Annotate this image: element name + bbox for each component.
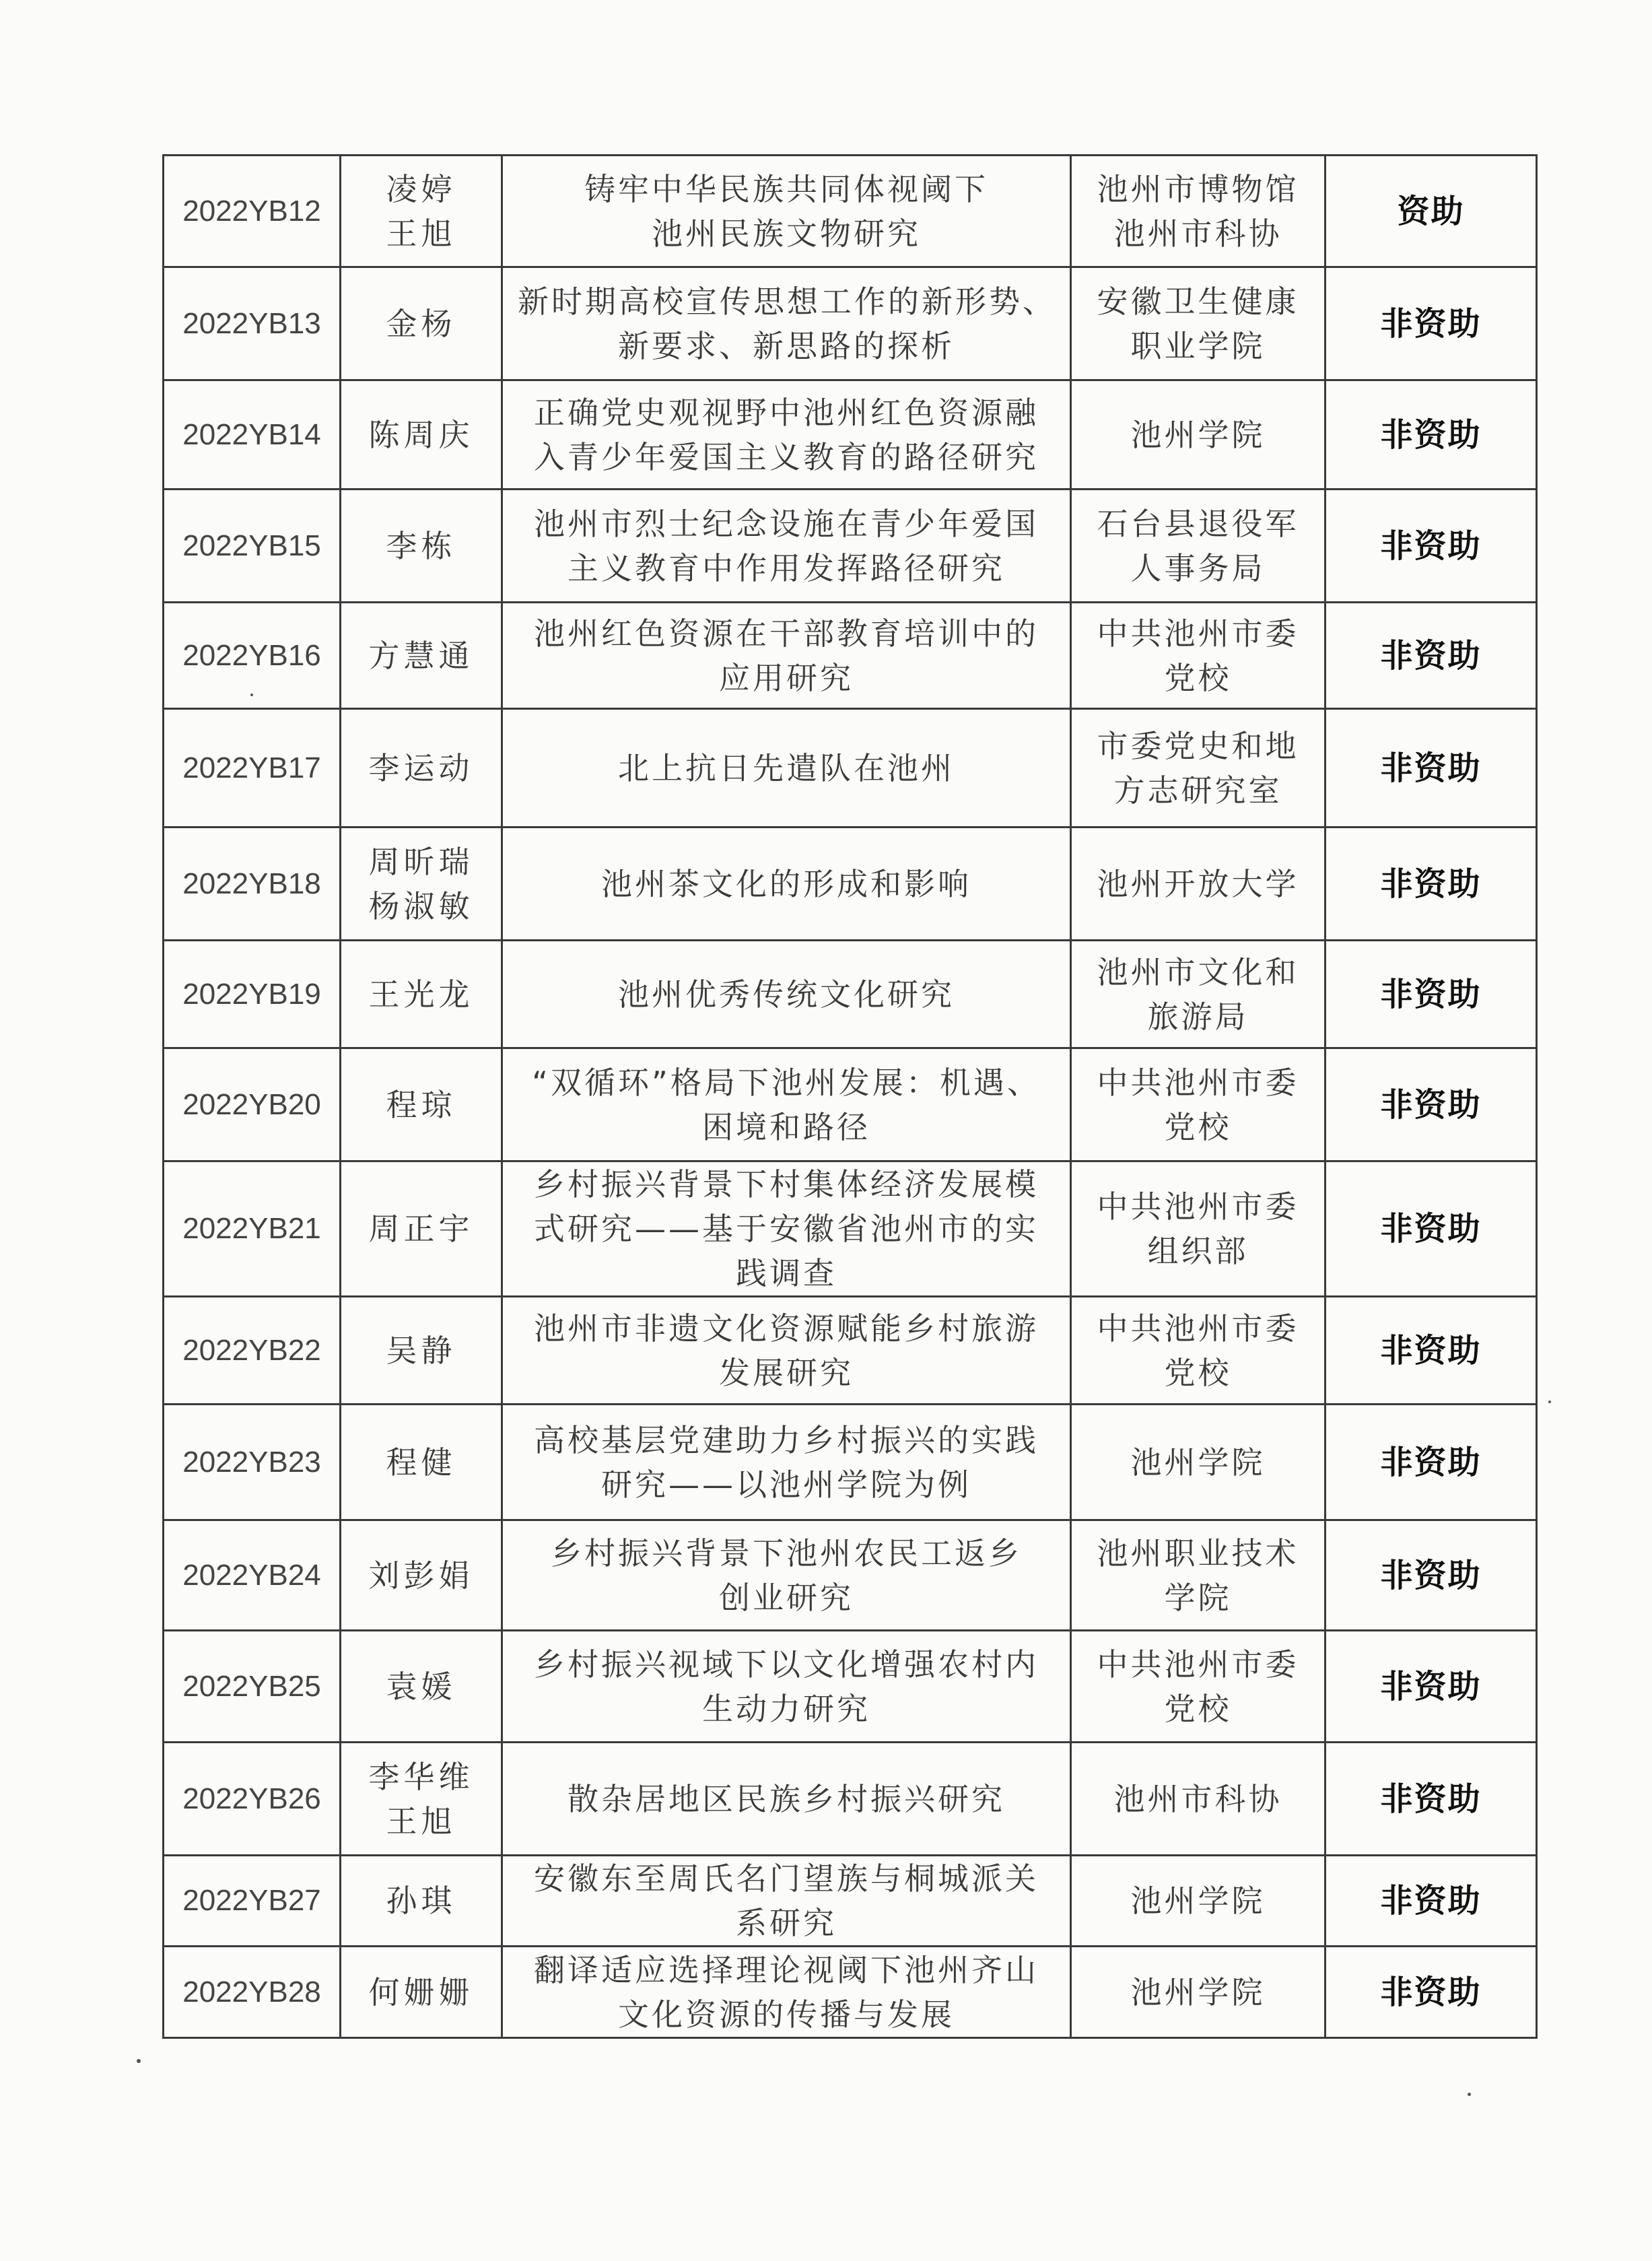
project-title-line: 池州市非遗文化资源赋能乡村旅游 (534, 1310, 1039, 1347)
applicant-names (341, 1405, 502, 1520)
table-row (164, 156, 1537, 267)
applicant-names (341, 709, 502, 828)
work-unit (1071, 1856, 1326, 1947)
work-unit (1071, 603, 1326, 709)
table-row (164, 828, 1537, 941)
work-unit (1071, 380, 1326, 490)
funding-status: 非资助 (1326, 267, 1537, 380)
funding-status: 非资助 (1326, 1947, 1537, 2038)
applicant-name: 李栋 (386, 527, 456, 564)
project-title (502, 380, 1071, 490)
applicant-name: 凌婷 (386, 170, 456, 207)
table-row (164, 1743, 1537, 1856)
project-title-line: 生动力研究 (702, 1690, 870, 1727)
table-row (164, 709, 1537, 828)
project-title-line: 应用研究 (719, 659, 854, 696)
work-unit (1071, 1405, 1326, 1520)
project-title-line: 翻译适应选择理论视阈下池州齐山 (534, 1951, 1039, 1988)
project-title-line: 困境和路径 (702, 1108, 870, 1145)
project-code: 2022YB25 (164, 1631, 341, 1743)
work-unit (1071, 1297, 1326, 1405)
work-unit (1071, 941, 1326, 1048)
project-title-line: 入青少年爱国主义教育的路径研究 (534, 438, 1039, 475)
project-title-line: 系研究 (736, 1905, 837, 1941)
project-title (502, 828, 1071, 941)
scan-speck (250, 694, 253, 696)
project-title-line: “双循环”格局下池州发展：机遇、 (532, 1064, 1041, 1101)
work-unit-line: 党校 (1164, 659, 1232, 696)
project-code: 2022YB14 (164, 380, 341, 490)
project-title-line: 新时期高校宣传思想工作的新形势、 (518, 283, 1056, 320)
funding-status: 非资助 (1326, 1856, 1537, 1947)
project-title (502, 1297, 1071, 1405)
funding-status: 非资助 (1326, 941, 1537, 1048)
funding-status: 非资助 (1326, 380, 1537, 490)
work-unit-line: 党校 (1164, 1354, 1232, 1391)
work-unit-line: 中共池州市委 (1097, 615, 1299, 652)
work-unit-line: 池州开放大学 (1097, 865, 1299, 902)
applicant-name: 吴静 (386, 1332, 456, 1369)
work-unit-line: 党校 (1164, 1108, 1232, 1145)
project-code: 2022YB27 (164, 1856, 341, 1947)
project-code: 2022YB13 (164, 267, 341, 380)
work-unit (1071, 1520, 1326, 1631)
work-unit (1071, 1743, 1326, 1856)
project-code: 2022YB21 (164, 1161, 341, 1297)
project-title-line: 研究——以池州学院为例 (601, 1466, 971, 1503)
funding-status: 非资助 (1326, 828, 1537, 941)
funding-status: 非资助 (1326, 1631, 1537, 1743)
work-unit-line: 方志研究室 (1113, 772, 1282, 809)
project-code: 2022YB12 (164, 156, 341, 267)
work-unit-line: 池州市文化和 (1097, 953, 1299, 990)
work-unit-line: 中共池州市委 (1097, 1310, 1299, 1347)
work-unit-line: 中共池州市委 (1097, 1646, 1299, 1683)
applicant-name: 刘彭娟 (368, 1557, 474, 1594)
funding-status: 非资助 (1326, 1297, 1537, 1405)
funding-status: 非资助 (1326, 1743, 1537, 1856)
project-title-line: 文化资源的传播与发展 (618, 1996, 955, 2033)
work-unit-line: 池州市博物馆 (1097, 170, 1299, 207)
project-code: 2022YB28 (164, 1947, 341, 2038)
work-unit-line: 池州市科协 (1113, 1780, 1282, 1817)
applicant-names (341, 1161, 502, 1297)
project-title (502, 156, 1071, 267)
funding-status: 非资助 (1326, 709, 1537, 828)
work-unit-line: 池州学院 (1130, 416, 1266, 453)
applicant-names (341, 267, 502, 380)
project-title (502, 1856, 1071, 1947)
project-title (502, 1743, 1071, 1856)
work-unit-line: 池州学院 (1130, 1973, 1266, 2011)
applicant-name: 王光龙 (368, 976, 474, 1013)
project-code: 2022YB26 (164, 1743, 341, 1856)
applicant-names (341, 156, 502, 267)
project-title (502, 267, 1071, 380)
applicant-name: 王旭 (386, 215, 456, 252)
work-unit (1071, 709, 1326, 828)
applicant-name: 李运动 (368, 749, 474, 786)
work-unit-line: 学院 (1164, 1579, 1232, 1616)
table-row (164, 267, 1537, 380)
table-row (164, 1405, 1537, 1520)
project-title-line: 式研究——基于安徽省池州市的实 (534, 1211, 1039, 1247)
funding-status: 资助 (1326, 156, 1537, 267)
table-row (164, 1297, 1537, 1405)
applicant-name: 袁媛 (386, 1668, 456, 1705)
project-code: 2022YB15 (164, 490, 341, 603)
work-unit (1071, 490, 1326, 603)
project-title (502, 1405, 1071, 1520)
work-unit-line: 池州学院 (1130, 1444, 1266, 1481)
applicant-names (341, 380, 502, 490)
scan-speck (1468, 2093, 1471, 2096)
project-code: 2022YB16 (164, 603, 341, 709)
project-title-line: 主义教育中作用发挥路径研究 (567, 549, 1005, 586)
applicant-name: 王旭 (386, 1802, 456, 1840)
project-title (502, 709, 1071, 828)
project-code: 2022YB18 (164, 828, 341, 941)
project-title-line: 新要求、新思路的探析 (618, 327, 955, 364)
applicant-name: 程琼 (386, 1086, 456, 1123)
project-title-line: 安徽东至周氏名门望族与桐城派关 (534, 1860, 1039, 1897)
work-unit (1071, 156, 1326, 267)
project-title (502, 1520, 1071, 1631)
project-title-line: 铸牢中华民族共同体视阈下 (584, 170, 988, 207)
work-unit (1071, 1631, 1326, 1743)
scan-speck (1548, 1401, 1551, 1403)
project-title-line: 散杂居地区民族乡村振兴研究 (567, 1780, 1005, 1817)
applicant-name: 孙琪 (386, 1883, 456, 1919)
table-row (164, 380, 1537, 490)
project-title (502, 1947, 1071, 2038)
applicant-names (341, 490, 502, 603)
applicant-names (341, 1947, 502, 2038)
applicant-names (341, 1520, 502, 1631)
table-row (164, 1520, 1537, 1631)
funding-status: 非资助 (1326, 1161, 1537, 1297)
project-code: 2022YB24 (164, 1520, 341, 1631)
project-title (502, 1631, 1071, 1743)
work-unit-line: 安徽卫生健康 (1097, 283, 1299, 320)
project-title (502, 1161, 1071, 1297)
funding-status: 非资助 (1326, 603, 1537, 709)
work-unit (1071, 267, 1326, 380)
table-row (164, 941, 1537, 1048)
work-unit-line: 石台县退役军 (1097, 505, 1299, 542)
applicant-names (341, 1048, 502, 1161)
applicant-name: 李华维 (368, 1758, 474, 1795)
project-title (502, 603, 1071, 709)
funding-status: 非资助 (1326, 490, 1537, 603)
applicant-name: 金杨 (386, 305, 456, 342)
project-title-line: 乡村振兴背景下村集体经济发展模 (534, 1166, 1039, 1203)
applicant-name: 方慧通 (368, 637, 474, 674)
applicant-name: 何姗姗 (368, 1973, 474, 2011)
project-table-body (164, 156, 1537, 2038)
work-unit (1071, 1048, 1326, 1161)
applicant-name: 杨淑敏 (368, 887, 474, 924)
project-title-line: 池州民族文物研究 (652, 215, 921, 252)
table-row (164, 1856, 1537, 1947)
applicant-names (341, 603, 502, 709)
applicant-name: 程健 (386, 1444, 456, 1481)
applicant-names (341, 1297, 502, 1405)
work-unit-line: 人事务局 (1130, 549, 1266, 586)
work-unit-line: 池州职业技术 (1097, 1534, 1299, 1572)
work-unit-line: 池州学院 (1130, 1883, 1266, 1919)
project-title (502, 941, 1071, 1048)
project-code: 2022YB20 (164, 1048, 341, 1161)
funding-status: 非资助 (1326, 1405, 1537, 1520)
project-title-line: 乡村振兴视域下以文化增强农村内 (534, 1646, 1039, 1683)
project-title-line: 高校基层党建助力乡村振兴的实践 (534, 1421, 1039, 1458)
project-title (502, 490, 1071, 603)
work-unit (1071, 1947, 1326, 2038)
work-unit (1071, 1161, 1326, 1297)
work-unit-line: 旅游局 (1147, 998, 1249, 1035)
funding-status: 非资助 (1326, 1520, 1537, 1631)
applicant-name: 陈周庆 (368, 416, 474, 453)
project-code: 2022YB23 (164, 1405, 341, 1520)
table-row (164, 1947, 1537, 2038)
project-title-line: 池州市烈士纪念设施在青少年爱国 (534, 505, 1039, 542)
project-title-line: 北上抗日先遣队在池州 (618, 749, 955, 786)
project-code: 2022YB22 (164, 1297, 341, 1405)
table-row (164, 1161, 1537, 1297)
applicant-name: 周昕瑞 (368, 843, 474, 880)
funding-status: 非资助 (1326, 1048, 1537, 1161)
project-title-line: 池州红色资源在干部教育培训中的 (534, 615, 1039, 652)
applicant-names (341, 1631, 502, 1743)
applicant-names (341, 1743, 502, 1856)
applicant-names (341, 941, 502, 1048)
work-unit-line: 组织部 (1147, 1233, 1249, 1269)
project-title-line: 发展研究 (719, 1354, 854, 1391)
applicant-name: 周正宇 (368, 1211, 474, 1247)
project-title-line: 正确党史观视野中池州红色资源融 (534, 394, 1039, 431)
table-row (164, 1631, 1537, 1743)
table-row (164, 490, 1537, 603)
project-title-line: 池州优秀传统文化研究 (618, 976, 955, 1013)
work-unit-line: 职业学院 (1130, 327, 1266, 364)
work-unit-line: 中共池州市委 (1097, 1188, 1299, 1225)
table-row (164, 603, 1537, 709)
project-code: 2022YB19 (164, 941, 341, 1048)
work-unit (1071, 828, 1326, 941)
project-title-line: 践调查 (736, 1255, 837, 1291)
scan-speck (137, 2059, 141, 2063)
project-table (162, 154, 1538, 2039)
work-unit-line: 党校 (1164, 1690, 1232, 1727)
project-title-line: 乡村振兴背景下池州农民工返乡 (551, 1534, 1022, 1572)
table-row (164, 1048, 1537, 1161)
applicant-names (341, 1856, 502, 1947)
project-code: 2022YB17 (164, 709, 341, 828)
work-unit-line: 市委党史和地 (1097, 727, 1299, 764)
project-title-line: 池州茶文化的形成和影响 (601, 865, 971, 902)
project-title (502, 1048, 1071, 1161)
applicant-names (341, 828, 502, 941)
work-unit-line: 中共池州市委 (1097, 1064, 1299, 1101)
project-title-line: 创业研究 (719, 1579, 854, 1616)
work-unit-line: 池州市科协 (1113, 215, 1282, 252)
